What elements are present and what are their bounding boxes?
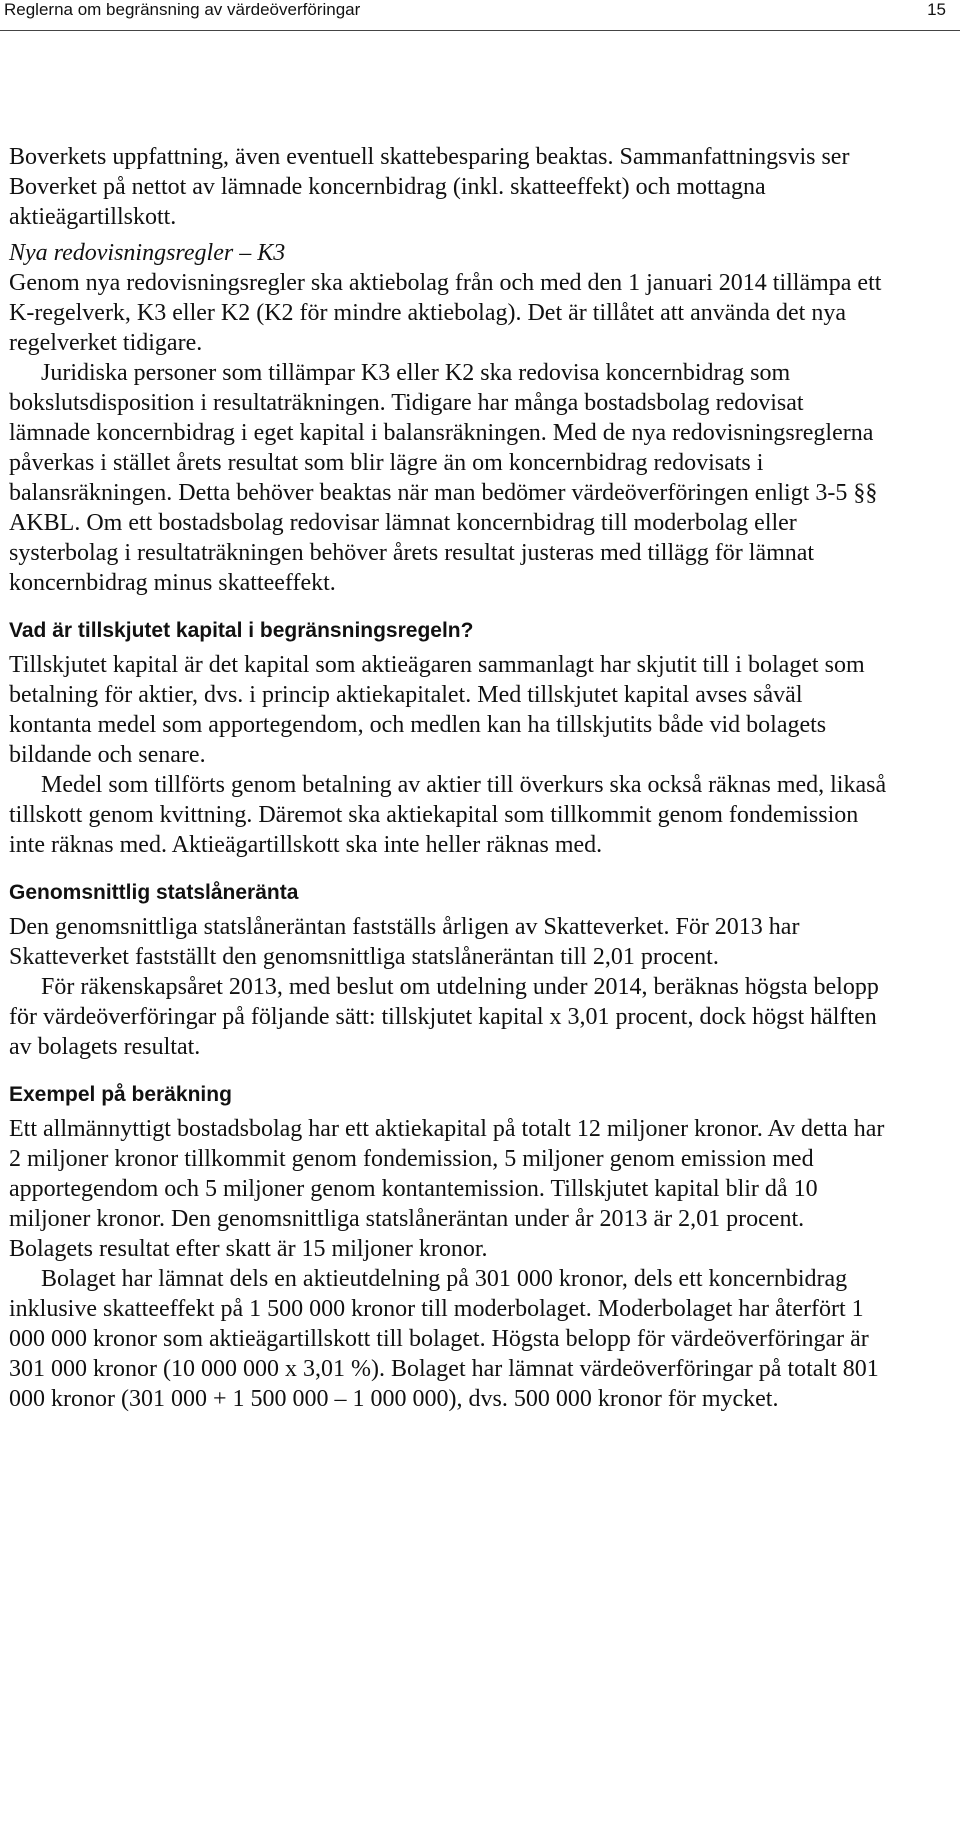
header-title: Reglerna om begränsning av värdeöverföringar — [4, 0, 361, 19]
statslaneranta-paragraph-2: För räkenskapsåret 2013, med beslut om utdelning under 2014, beräknas högsta belopp för värdeöverföringar på följande sätt: tillskjutet kapital x 3,01 procent, dock högst hälften av bolagets resultat. — [9, 974, 879, 1060]
section-heading-statslanerantan: Genomsnittlig statslåneränta — [9, 881, 299, 904]
exempel-paragraph-1: Ett allmännyttigt bostadsbolag har ett aktiekapital på totalt 12 miljoner kronor. Av detta har 2 miljoner kronor tillkommit genom fondemission, 5 miljoner genom emission med apportegendom och 5 miljoner genom kontantemission. Tillskjutet kapital blir då 10 miljoner kronor. Den genomsnittliga statslåneräntan under år 2013 är 2,01 procent. Bolagets resultat efter skatt är 15 miljoner kronor. — [9, 1116, 885, 1262]
exempel-paragraph-2: Bolaget har lämnat dels en aktieutdelning på 301 000 kronor, dels ett koncernbidrag inklusive skatteeffekt på 1 500 000 kronor till moderbolaget. Moderbolaget har återfört 1 000 000 kronor som aktieägartillskott till bolaget. Högsta belopp för värdeöverföringar är 301 000 kronor (10 000 000 x 3,01 %). Bolaget har lämnat värdeöverföringar på totalt 801 000 kronor (301 000 + 1 500 000 – 1 000 000), dvs. 500 000 kronor för mycket. — [9, 1266, 879, 1412]
running-header — [0, 0, 960, 31]
tillskjutet-paragraph-1: Tillskjutet kapital är det kapital som aktieägaren sammanlagt har skjutit till i bolaget som betalning för aktier, dvs. i princip aktiekapitalet. Med tillskjutet kapital avses såväl kontanta medel som apportegendom, och medlen kan ha tillskjutits både vid bolagets bildande och senare. — [9, 652, 865, 768]
k3-paragraph-1: Genom nya redovisningsregler ska aktiebolag från och med den 1 januari 2014 tillämpa ett K-regelverk, K3 eller K2 (K2 för mindre aktiebolag). Det är tillåtet att använda det nya regelverket tidigare. — [9, 270, 882, 356]
k3-paragraph-2: Juridiska personer som tillämpar K3 eller K2 ska redovisa koncernbidrag som bokslutsdisposition i resultaträkningen. Tidigare har många bostadsbolag redovisat lämnade koncernbidrag i eget kapital i balansräkningen. Med de nya redovisningsreglerna påverkas i stället årets resultat som blir lägre än om koncernbidrag redovisats i balansräkningen. Detta behöver beaktas när man bedömer värdeöverföringen enligt 3-5 §§ AKBL. Om ett bostadsbolag redovisar lämnat koncernbidrag till moderbolag eller systerbolag i resultaträkningen behöver årets resultat justeras med tillägg för lämnat koncernbidrag minus skatteeffekt. — [9, 360, 878, 596]
k3-subheading: Nya redovisningsregler – K3 — [9, 240, 286, 266]
statslaneranta-paragraph-1: Den genomsnittliga statslåneräntan fastställs årligen av Skatteverket. För 2013 har Skatteverket fastställt den genomsnittliga statslåneräntan till 2,01 procent. — [9, 914, 800, 970]
section-heading-tillskjutet-kapital: Vad är tillskjutet kapital i begränsningsregeln? — [9, 619, 474, 642]
section-heading-exempel: Exempel på beräkning — [9, 1083, 232, 1106]
document-body — [9, 142, 889, 1414]
tillskjutet-paragraph-2: Medel som tillförts genom betalning av aktier till överkurs ska också räknas med, likaså tillskott genom kvittning. Däremot ska aktiekapital som tillkommit genom fondemission inte räknas med. Aktieägartillskott ska inte heller räknas med. — [9, 772, 887, 858]
page-number: 15 — [927, 0, 946, 19]
intro-paragraph: Boverkets uppfattning, även eventuell skattebesparing beaktas. Sammanfattningsvis ser Boverket på nettot av lämnade koncernbidrag (inkl. skatteeffekt) och mottagna aktieägartillskott. — [9, 144, 850, 230]
